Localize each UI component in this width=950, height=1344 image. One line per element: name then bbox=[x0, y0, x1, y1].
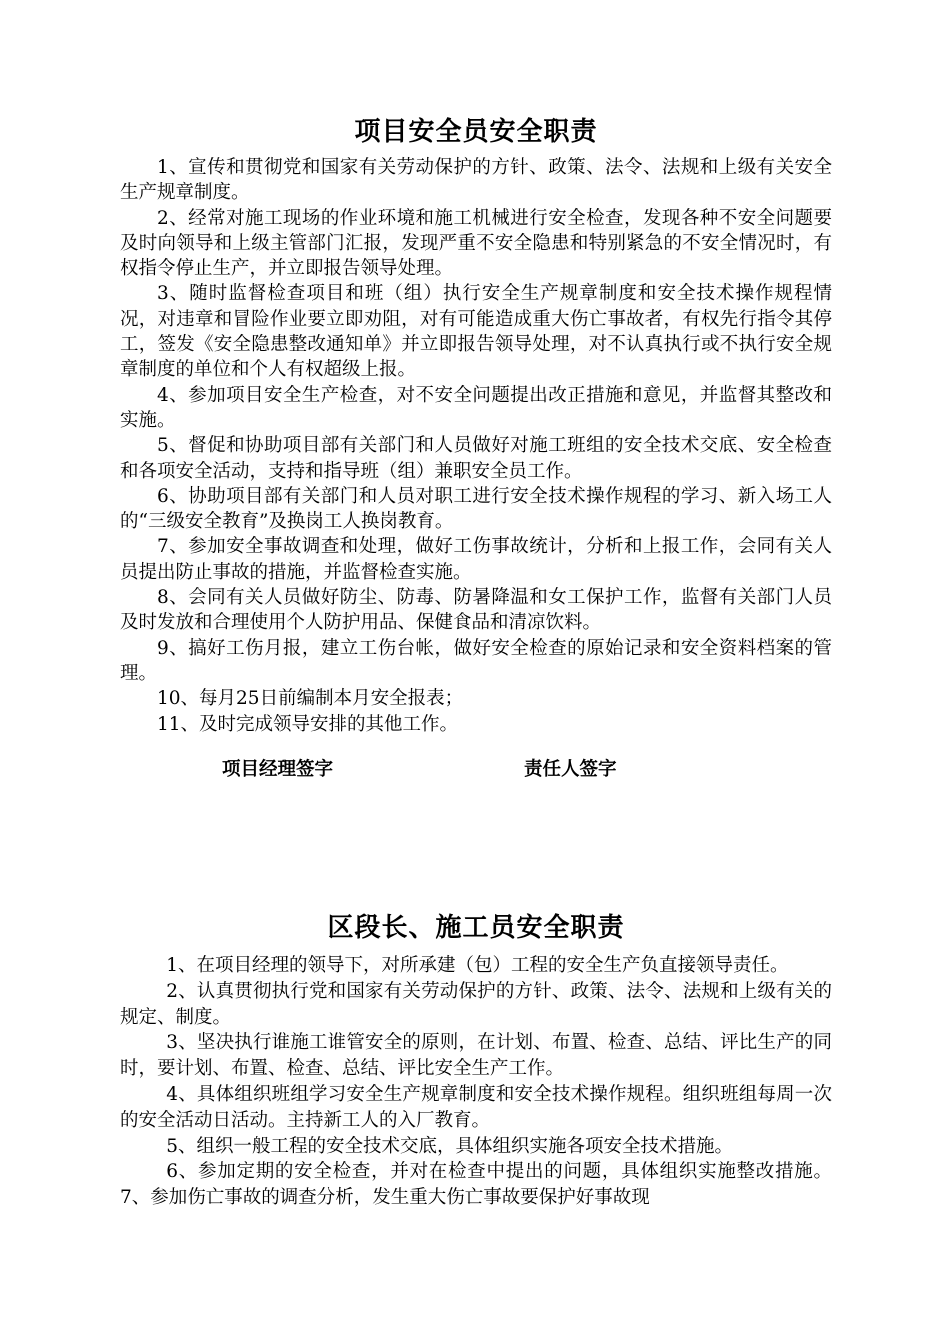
signature-line bbox=[222, 756, 742, 784]
section1-item-10: 10、每月25日前编制本月安全报表； bbox=[157, 688, 464, 710]
responsible-person-signature-label: 责任人签字 bbox=[524, 759, 617, 780]
section1-item-11: 11、及时完成领导安排的其他工作。 bbox=[157, 713, 459, 735]
section1-item-9: 9、搞好工伤月报，建立工伤台帐，做好安全检查的原始记录和安全资料档案的管理。 bbox=[120, 637, 832, 684]
section2-item-7: 7、参加伤亡事故的调查分析，发生重大伤亡事故要保护好事故现 bbox=[120, 1187, 650, 1209]
section1-body bbox=[120, 155, 832, 737]
section1-item-3: 3、随时监督检查项目和班（组）执行安全生产规章制度和安全技术操作规程情况，对违章和冒险作业要立即劝阻，对有可能造成重大伤亡事故者，有权先行指令其停工，签发《安全隐患整改通知单》并立即报告领导处理，对不认真执行或不执行安全规章制度的单位和个人有权超级上报。 bbox=[120, 283, 832, 381]
section1-item-5: 5、督促和协助项目部有关部门和人员做好对施工班组的安全技术交底、安全检查和各项安全活动，支持和指导班（组）兼职安全员工作。 bbox=[120, 435, 832, 482]
project-manager-signature-label: 项目经理签字 bbox=[222, 759, 334, 780]
section2-title: 区段长、施工员安全职责 bbox=[327, 913, 625, 943]
section2-item-3: 3、坚决执行谁施工谁管安全的原则，在计划、布置、检查、总结、评比生产的同时，要计划、布置、检查、总结、评比安全生产工作。 bbox=[120, 1032, 832, 1080]
section1-item-8: 8、会同有关人员做好防尘、防毒、防暑降温和女工保护工作，监督有关部门人员及时发放和合理使用个人防护用品、保健食品和清凉饮料。 bbox=[120, 587, 832, 634]
section1-item-6: 6、协助项目部有关部门和人员对职工进行安全技术操作规程的学习、新入场工人的“三级安全教育”及换岗工人换岗教育。 bbox=[120, 485, 832, 533]
section1-item-4: 4、参加项目安全生产检查，对不安全问题提出改正措施和意见，并监督其整改和实施。 bbox=[120, 384, 832, 431]
section1-item-7: 7、参加安全事故调查和处理，做好工伤事故统计，分析和上报工作，会同有关人员提出防止事故的措施，并监督检查实施。 bbox=[120, 536, 832, 583]
section2-item-1: 1、在项目经理的领导下，对所承建（包）工程的安全生产负直接领导责任。 bbox=[166, 955, 789, 976]
section1-item-2: 2、经常对施工现场的作业环境和施工机械进行安全检查，发现各种不安全问题要及时向领导和上级主管部门汇报，发现严重不安全隐患和特别紧急的不安全情况时，有权指令停止生产，并立即报告领导处理。 bbox=[120, 207, 832, 280]
section1-title: 项目安全员安全职责 bbox=[354, 117, 598, 147]
section1-item-1: 1、宣传和贯彻党和国家有关劳动保护的方针、政策、法令、法规和上级有关安全生产规章制度。 bbox=[120, 157, 832, 204]
section2-item-4: 4、具体组织班组学习安全生产规章制度和安全技术操作规程。组织班组每周一次的安全活动日活动。主持新工人的入厂教育。 bbox=[120, 1083, 832, 1131]
section2-item-6-7 bbox=[120, 1159, 832, 1211]
section2-item-5: 5、组织一般工程的安全技术交底，具体组织实施各项安全技术措施。 bbox=[166, 1135, 734, 1157]
section2-item-2: 2、认真贯彻执行党和国家有关劳动保护的方针、政策、法令、法规和上级有关的规定、制度。 bbox=[120, 980, 832, 1028]
section2-item-6: 6、参加定期的安全检查，并对在检查中提出的问题，具体组织实施整改措施。 bbox=[166, 1161, 832, 1183]
section2-body bbox=[120, 953, 832, 1211]
